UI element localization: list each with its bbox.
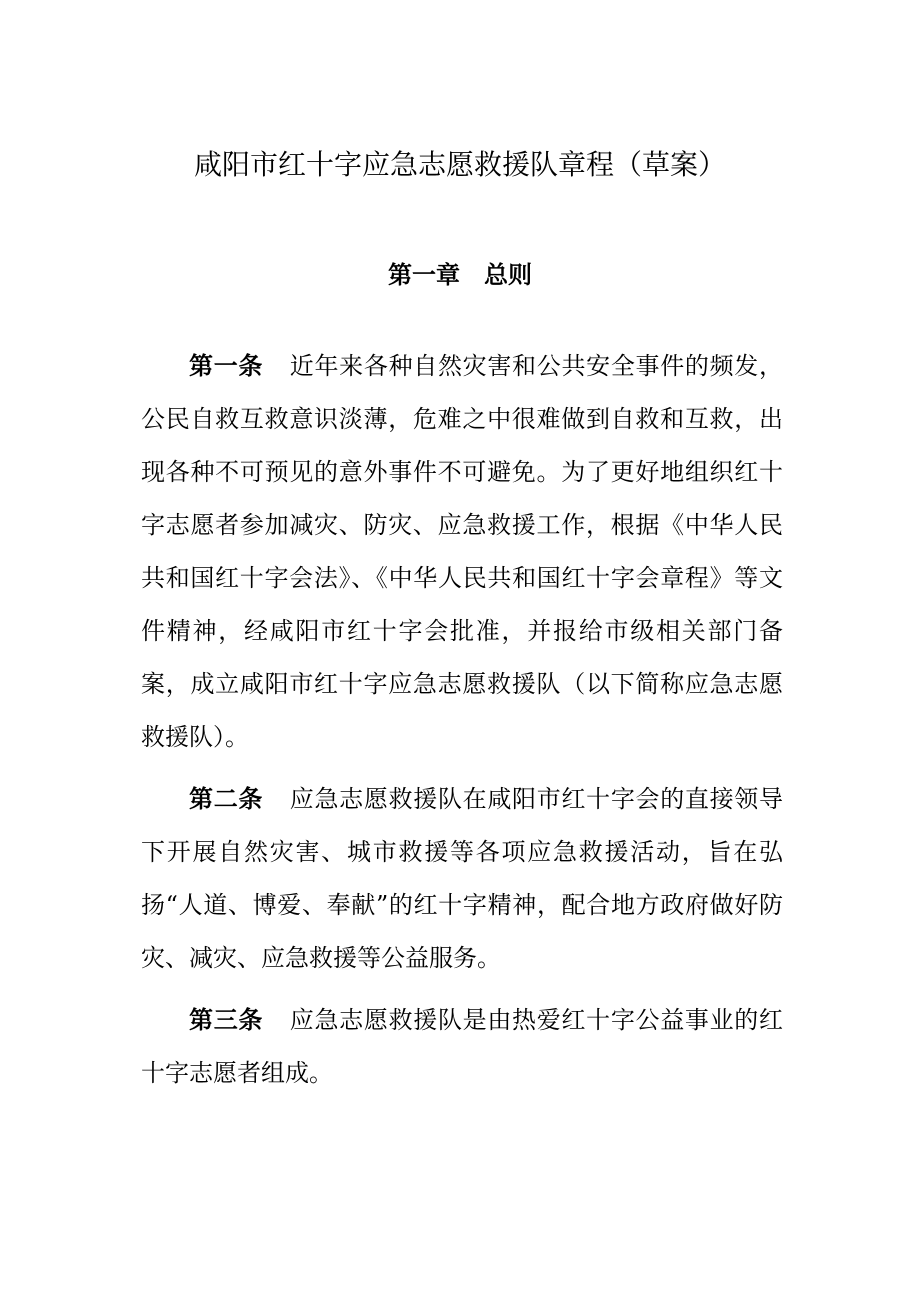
- chapter-name: 总则: [484, 260, 532, 289]
- chapter-number: 第一章: [388, 260, 460, 289]
- article-2: [141, 773, 783, 985]
- document-title: 咸阳市红十字应急志愿救援队章程（草案）: [193, 147, 726, 181]
- article-1: [141, 340, 783, 764]
- article-text: 近年来各种自然灾害和公共安全事件的频发，公民自救互救意识淡薄，危难之中很难做到自救和互救，出现各种不可预见的意外事件不可避免。为了更好地组织红十字志愿者参加减灾、防灾、应急救援工作，根据《中华人民共和国红十字会法》、《中华人民共和国红十字会章程》等文件精神，经咸阳市红十字会批准，并报给市级相关部门备案，成立咸阳市红十字应急志愿救援队（以下简称应急志愿救援队）。: [141, 352, 784, 751]
- article-label: 第一条: [189, 352, 264, 380]
- chapter-heading: [0, 253, 920, 297]
- article-text: 应急志愿救援队在咸阳市红十字会的直接领导下开展自然灾害、城市救援等各项应急救援活动，旨在弘扬“人道、博爱、奉献”的红十字精神，配合地方政府做好防灾、减灾、应急救援等公益服务。: [141, 785, 784, 972]
- article-text: 应急志愿救援队是由热爱红十字公益事业的红十字志愿者组成。: [141, 1006, 784, 1087]
- article-label: 第二条: [189, 785, 264, 813]
- article-3: [141, 994, 783, 1100]
- document-body: [141, 340, 783, 1100]
- article-label: 第三条: [189, 1006, 264, 1034]
